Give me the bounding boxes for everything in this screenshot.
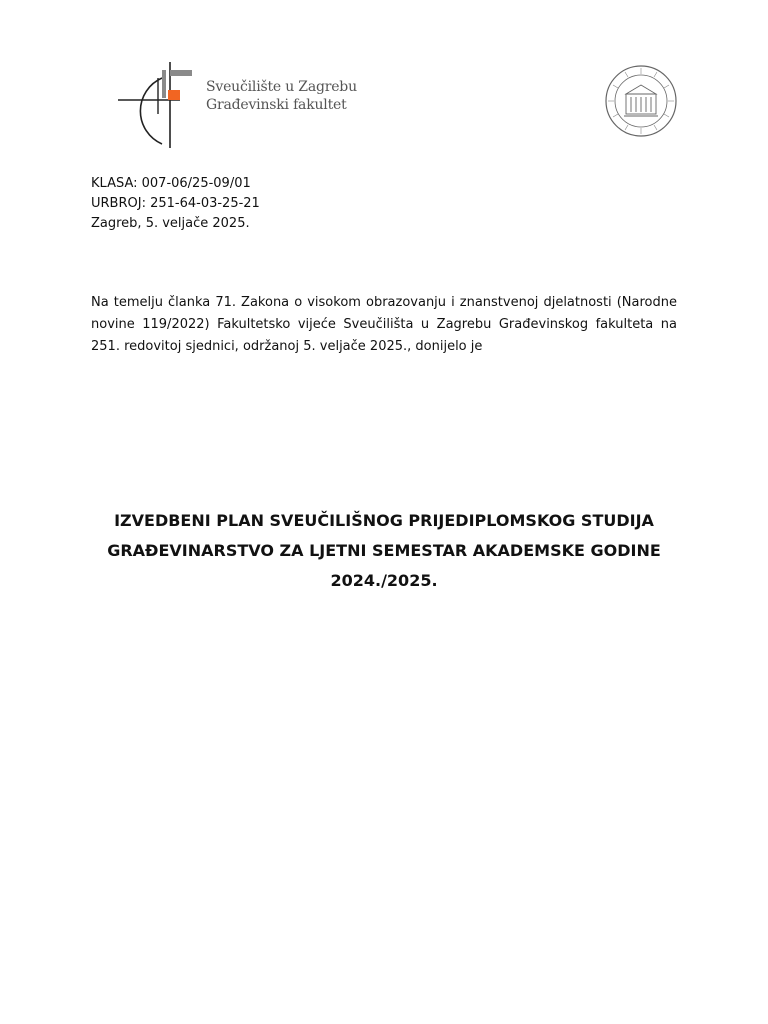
place-date-line: Zagreb, 5. veljače 2025. bbox=[91, 216, 250, 231]
title-line2: GRAĐEVINARSTVO ZA LJETNI SEMESTAR AKADEMSKE GODINE bbox=[107, 541, 661, 560]
faculty-logo-text bbox=[206, 78, 357, 114]
document-title bbox=[91, 506, 677, 596]
intro-paragraph: Na temelju članka 71. Zakona o visokom obrazovanju i znanstvenoj djelatnosti (Narodne novine 119/2022) Fakultetsko vijeće Sveučilišta u Zagrebu Građevinskog fakulteta na 251. redovitoj sjednici, održanoj 5. veljače 2025., donijelo je bbox=[91, 295, 677, 354]
urbroj-line: URBROJ: 251-64-03-25-21 bbox=[91, 196, 260, 211]
faculty-logo-icon bbox=[118, 56, 196, 148]
university-seal-icon bbox=[604, 64, 678, 138]
faculty-logo-line2: Građevinski fakultet bbox=[206, 97, 347, 113]
faculty-logo-line1: Sveučilište u Zagrebu bbox=[206, 79, 357, 95]
title-line3: 2024./2025. bbox=[330, 571, 438, 590]
reference-block bbox=[91, 174, 260, 234]
klasa-line: KLASA: 007-06/25-09/01 bbox=[91, 176, 251, 191]
title-line1: IZVEDBENI PLAN SVEUČILIŠNOG PRIJEDIPLOMSKOG STUDIJA bbox=[114, 511, 654, 530]
